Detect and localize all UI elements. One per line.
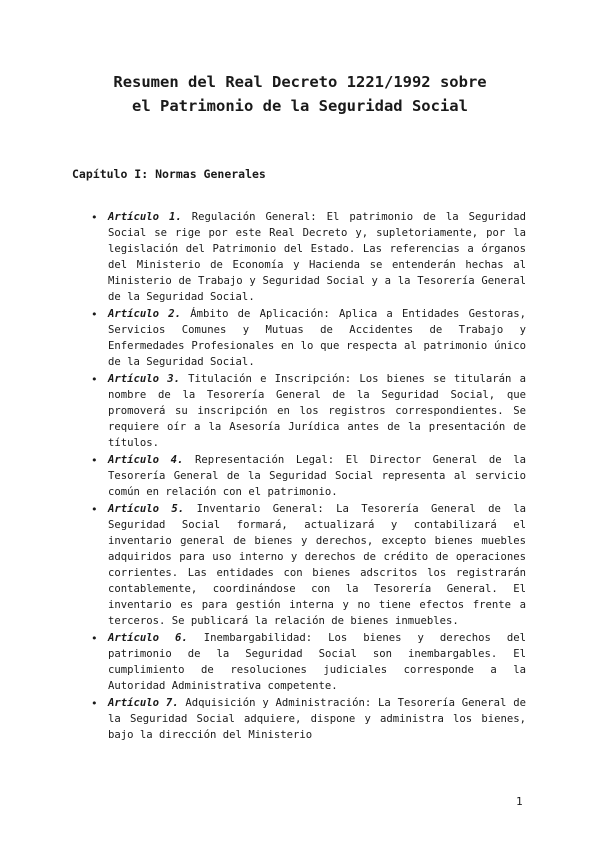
article-text: Los bienes y derechos del patrimonio de la Seguridad Social son inembargables. El cumplimiento de resoluciones judiciales corresponde a la Autoridad Administrativa competente. bbox=[108, 632, 526, 692]
article-list bbox=[91, 210, 526, 745]
article-7 bbox=[91, 696, 526, 744]
bullet: • bbox=[91, 307, 98, 321]
article-heading: Ámbito de Aplicación: bbox=[190, 307, 330, 320]
article-5 bbox=[91, 502, 526, 629]
article-text: Aplica a Entidades Gestoras, Servicios Comunes y Mutuas de Accidentes de Trabajo y Enfermedades Profesionales en lo que respecta al patrimonio único de la Seguridad Social. bbox=[108, 307, 526, 368]
article-heading: Regulación General: bbox=[191, 211, 317, 223]
article-label: Artículo 5. bbox=[108, 503, 185, 516]
page-number: 1 bbox=[516, 795, 523, 808]
article-text: El patrimonio de la Seguridad Social se rige por este Real Decreto y, supletoriamente, por la legislación del Patrimonio del Estado. Las referencias a órganos del Ministerio de Economía y Hacienda se entenderán hechas al Ministerio de Trabajo y Seguridad Social y a la Tesorería General de la Seguridad Social. bbox=[108, 211, 526, 303]
article-label: Artículo 6. bbox=[108, 632, 188, 645]
article-text: El Director General de la Tesorería General de la Seguridad Social representa al servicio común en relación con el patrimonio. bbox=[108, 454, 526, 498]
bullet: • bbox=[91, 454, 98, 468]
title-line-1: Resumen del Real Decreto 1221/1992 sobre bbox=[113, 73, 487, 91]
article-heading: Representación Legal: bbox=[194, 454, 335, 467]
document-title bbox=[60, 70, 540, 118]
article-text: La Tesorería General de la Seguridad Social adquiere, dispone y administra los bienes, bajo la dirección del Ministerio bbox=[108, 697, 526, 741]
article-3 bbox=[91, 372, 526, 452]
article-heading: Inembargabilidad: bbox=[203, 632, 313, 645]
article-1 bbox=[91, 210, 526, 305]
article-heading: Inventario General: bbox=[196, 503, 324, 516]
bullet: • bbox=[91, 503, 98, 517]
article-label: Artículo 3. bbox=[108, 373, 180, 386]
chapter-heading: Capítulo I: Normas Generales bbox=[72, 167, 266, 181]
bullet: • bbox=[91, 632, 98, 646]
article-4 bbox=[91, 453, 526, 501]
article-text: Los bienes se titularán a nombre de la Tesorería General de la Seguridad Social, que promoverá su inscripción en los registros correspondientes. Se requiere oír a la Asesoría Jurídica antes de la presentación de títulos. bbox=[108, 373, 526, 449]
bullet: • bbox=[91, 373, 98, 387]
article-heading: Adquisición y Administración: bbox=[185, 697, 372, 710]
article-2 bbox=[91, 307, 526, 371]
article-label: Artículo 4. bbox=[108, 454, 184, 467]
bullet: • bbox=[91, 211, 98, 224]
article-label: Artículo 7. bbox=[108, 697, 179, 710]
article-6 bbox=[91, 631, 526, 695]
article-label: Artículo 2. bbox=[108, 307, 181, 320]
title-line-2: el Patrimonio de la Seguridad Social bbox=[132, 97, 468, 115]
bullet: • bbox=[91, 697, 98, 711]
article-label: Artículo 1. bbox=[108, 211, 182, 223]
article-text: La Tesorería General de la Seguridad Social formará, actualizará y contabilizará el inventario general de bienes y derechos, excepto bienes muebles adquiridos para uso interno y derechos de crédito de operaciones corrientes. Las entidades con bienes adscritos los registrarán contablemente, coordinándose con la Tesorería General. El inventario es para gestión interna y no tiene efectos frente a terceros. Se publicará la relación de bienes inmuebles. bbox=[108, 503, 526, 627]
article-heading: Titulación e Inscripción: bbox=[188, 373, 352, 386]
